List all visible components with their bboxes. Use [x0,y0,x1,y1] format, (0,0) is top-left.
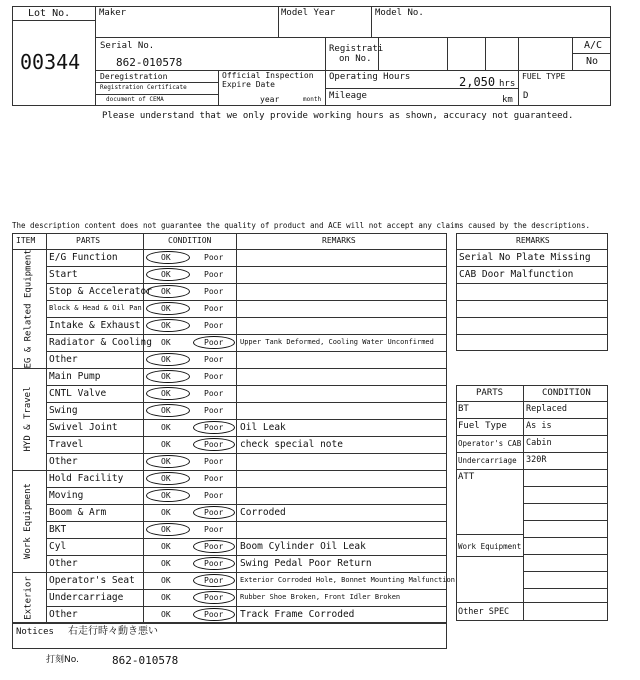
poor-option: Poor [204,355,224,364]
ok-circle-mark [146,353,190,366]
disclaimer: The description content does not guarantee the quality of product and ACE will not accept any claims caused by the descriptions. [12,221,590,230]
operating-hours-label: Operating Hours [329,72,411,82]
remarks-line: Serial No Plate Missing [459,252,591,263]
ok-option: OK [161,406,171,415]
part-name: Swing [49,404,78,416]
ok-option: OK [161,559,171,568]
header-condition: CONDITION [168,236,212,245]
ok-circle-mark [146,404,190,417]
poor-option: Poor [204,542,224,551]
poor-option: Poor [204,559,224,568]
poor-circle-mark [193,608,235,621]
inspection-label: Official Inspection [222,71,314,80]
poor-option: Poor [204,270,224,279]
ok-option: OK [161,270,171,279]
remark-text: Boom Cylinder Oil Leak [240,540,366,552]
ok-option: OK [161,321,171,330]
group-label: Exterior [23,575,33,620]
parts-row-condition: 320R [526,455,547,465]
ok-option: OK [161,372,171,381]
ok-option: OK [161,423,171,432]
ok-circle-mark [146,387,190,400]
header-frame [12,6,611,106]
part-name: Start [49,268,78,280]
ok-option: OK [161,389,171,398]
parts-row-name: Undercarriage [458,455,517,465]
poor-option: Poor [204,525,224,534]
part-name: Other [49,557,78,569]
ok-circle-mark [146,472,190,485]
part-name: Other [49,608,78,620]
ok-option: OK [161,576,171,585]
condition-header: CONDITION [542,388,591,398]
poor-option: Poor [204,440,224,449]
att-label: ATT [458,472,475,482]
poor-circle-mark [193,438,235,451]
part-name: Moving [49,489,84,501]
operating-hours-value: 2,050 [459,75,496,89]
poor-option: Poor [204,491,224,500]
group-label: EG & Related Equipment [23,248,33,368]
remark-text: Corroded [240,506,286,518]
part-name: Other [49,455,78,467]
ok-option: OK [161,355,171,364]
ok-option: OK [161,287,171,296]
poor-circle-mark [193,506,235,519]
ok-circle-mark [146,251,190,264]
ok-circle-mark [146,268,190,281]
poor-option: Poor [204,593,224,602]
poor-option: Poor [204,474,224,483]
remarks-line: CAB Door Malfunction [459,269,574,280]
inspection-label-2: Expire Date [222,80,275,89]
part-name: Intake & Exhaust [49,319,141,331]
poor-option: Poor [204,304,224,313]
poor-circle-mark [193,574,235,587]
remark-text: Upper Tank Deformed, Cooling Water Unconfirmed [240,338,434,346]
ok-circle-mark [146,319,190,332]
part-name: E/G Function [49,251,118,263]
ok-option: OK [161,304,171,313]
year-label: year [260,95,280,104]
part-name: Swivel Joint [49,421,118,433]
notices-text: 右走行時々動き悪い [68,626,158,637]
poor-option: Poor [204,253,224,262]
part-name: Travel [49,438,84,450]
part-name: Undercarriage [49,591,124,603]
poor-circle-mark [193,540,235,553]
remark-text: Swing Pedal Poor Return [240,557,372,569]
fuel-type-value: D [523,91,529,101]
ok-option: OK [161,338,171,347]
part-name: Stop & Accelerator [49,285,152,297]
part-name: Operator's Seat [49,574,135,586]
ok-option: OK [161,457,171,466]
parts-row-name: Fuel Type [458,421,507,431]
remark-text: Track Frame Corroded [240,608,355,620]
poor-option: Poor [204,508,224,517]
ok-circle-mark [146,285,190,298]
remark-text: check special note [240,438,343,450]
ok-option: OK [161,474,171,483]
notices-label: Notices [16,627,54,637]
part-name: Cyl [49,540,67,552]
hrs-unit: hrs [499,79,516,89]
ok-option: OK [161,525,171,534]
ok-option: OK [161,610,171,619]
hours-notice: Please understand that we only provide working hours as shown, accuracy not guaranteed. [102,111,574,121]
poor-option: Poor [204,610,224,619]
ok-circle-mark [146,489,190,502]
ok-option: OK [161,440,171,449]
group-label: HYD & Travel [23,386,33,452]
poor-option: Poor [204,338,224,347]
ok-circle-mark [146,302,190,315]
ok-option: OK [161,593,171,602]
parts-row-condition: Replaced [526,404,567,414]
ok-option: OK [161,542,171,551]
serial-number: 862-010578 [116,56,183,69]
parts-row-condition: Cabin [526,438,552,448]
stamp-value: 862-010578 [112,654,179,667]
registration-label-2: on No. [339,54,372,64]
remark-text: Rubber Shoe Broken, Front Idler Broken [240,593,401,601]
lot-number: 00344 [20,50,81,74]
part-name: Boom & Arm [49,506,107,518]
ok-option: OK [161,508,171,517]
poor-option: Poor [204,576,224,585]
ok-circle-mark [146,455,190,468]
remarks-header: REMARKS [516,236,550,245]
lot-label: Lot No. [28,8,71,19]
poor-option: Poor [204,372,224,381]
mileage-label: Mileage [329,91,367,101]
fuel-type-label: FUEL TYPE [522,72,566,81]
poor-option: Poor [204,321,224,330]
header-item: ITEM [16,236,36,245]
cema-label: document of CEMA [106,96,164,103]
poor-option: Poor [204,287,224,296]
poor-option: Poor [204,423,224,432]
parts-row-condition: As is [526,421,552,431]
part-name: Hold Facility [49,472,124,484]
poor-circle-mark [193,421,235,434]
poor-option: Poor [204,457,224,466]
maker-label: Maker [99,8,127,18]
serial-label: Serial No. [100,41,155,51]
poor-circle-mark [193,557,235,570]
group-label: Work Equipment [23,483,33,559]
part-name: Other [49,353,78,365]
header-remarks: REMARKS [322,236,356,245]
poor-option: Poor [204,406,224,415]
part-name: Block & Head & Oil Pan [49,304,142,312]
deregistration-label: Deregistration [100,72,168,81]
header-parts: PARTS [76,236,101,245]
km-unit: km [502,95,513,105]
part-name: Radiator & Cooling [49,336,152,348]
stamp-label: 打刻No. [46,655,79,665]
parts-row-name: BT [458,404,469,414]
ok-circle-mark [146,523,190,536]
registration-label: Registrati [329,44,384,54]
ok-option: OK [161,253,171,262]
registration-certificate-label: Registration Certificate [100,84,187,91]
ok-option: OK [161,491,171,500]
ac-label: A/C [584,40,603,51]
month-label: month [303,96,322,103]
parts-row-name: Operator's CAB [458,438,522,448]
part-name: Main Pump [49,370,101,382]
poor-circle-mark [193,336,235,349]
parts-header: PARTS [476,388,504,398]
ok-circle-mark [146,370,190,383]
part-name: CNTL Valve [49,387,107,399]
poor-option: Poor [204,389,224,398]
model-no-label: Model No. [375,8,424,18]
poor-circle-mark [193,591,235,604]
other-spec-label: Other SPEC [458,607,510,617]
remark-text: Exterior Corroded Hole, Bonnet Mounting Malfunction [240,576,455,584]
part-name: BKT [49,523,67,535]
model-year-label: Model Year [281,8,336,18]
remark-text: Oil Leak [240,421,286,433]
ac-value: No [586,56,599,67]
work-equipment-label: Work Equipment [458,542,522,551]
